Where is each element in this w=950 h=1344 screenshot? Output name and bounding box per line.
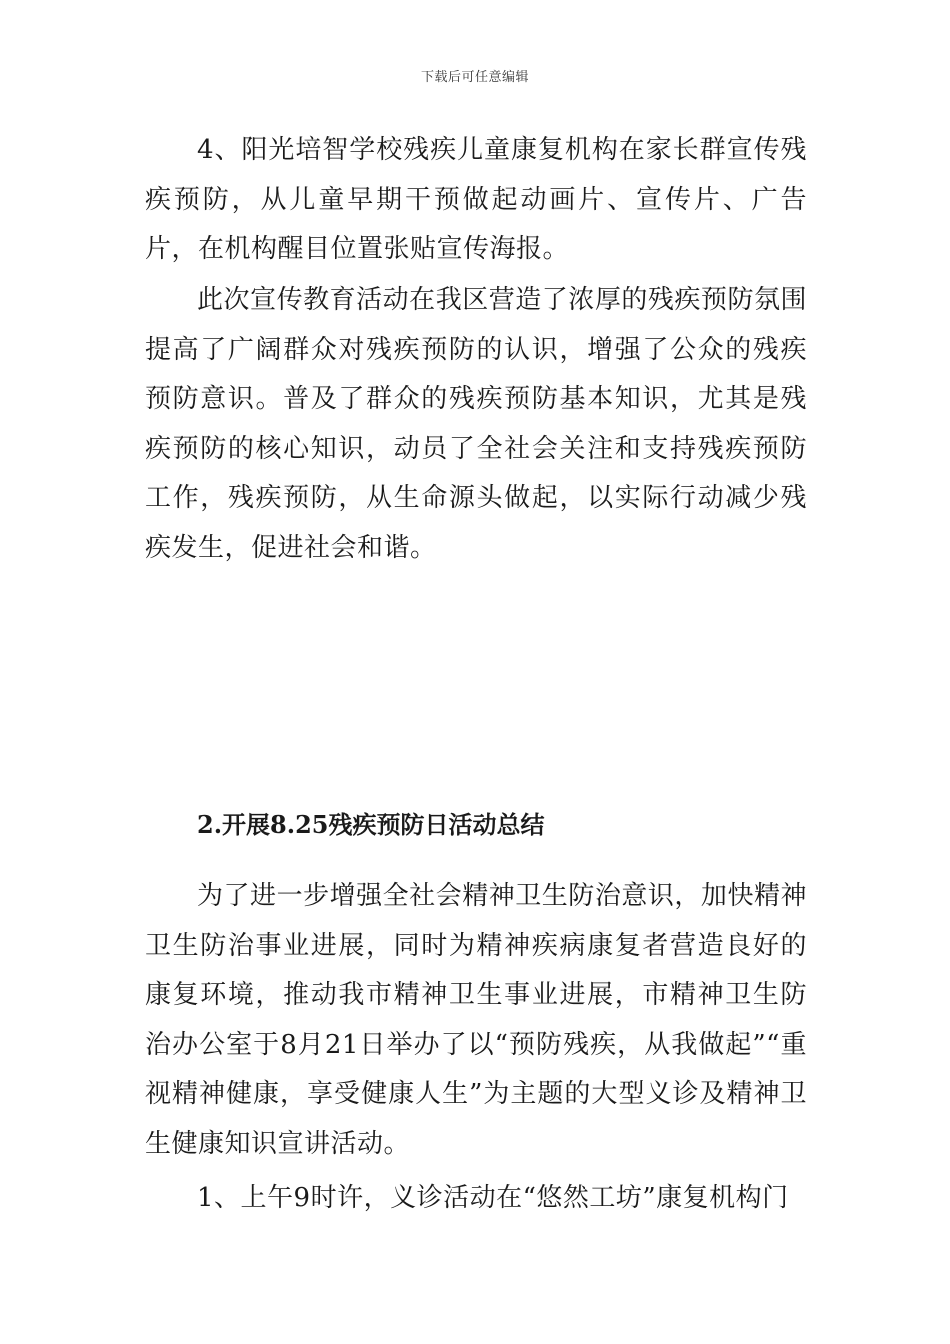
page-header: 下载后可任意编辑: [420, 70, 529, 85]
section-heading: 2.开展8.25残疾预防日活动总结: [197, 810, 545, 839]
paragraph-sunshine-school: 4、阳光培智学校残疾儿童康复机构在家长群宣传残疾预防，从儿童早期干预做起动画片、宣传片、广告片，在机构醒目位置张贴宣传海报。: [145, 135, 807, 264]
paragraph-campaign-summary: 此次宣传教育活动在我区营造了浓厚的残疾预防氛围提高了广阔群众对残疾预防的认识，增强了公众的残疾预防意识。普及了群众的残疾预防基本知识，尤其是残疾预防的核心知识，动员了全社会关注和支持残疾预防工作，残疾预防，从生命源头做起，以实际行动减少残疾发生，促进社会和谐。: [145, 285, 807, 563]
paragraph-clinic-activity: 1、上午9时许，义诊活动在“悠然工坊”康复机构门: [197, 1183, 789, 1213]
paragraph-mental-health-event: 为了进一步增强全社会精神卫生防治意识，加快精神卫生防治事业进展，同时为精神疾病康复者营造良好的康复环境，推动我市精神卫生事业进展，市精神卫生防治办公室于8月21日举办了以“预防残疾，从我做起”“重视精神健康，享受健康人生”为主题的大型义诊及精神卫生健康知识宣讲活动。: [145, 881, 807, 1159]
